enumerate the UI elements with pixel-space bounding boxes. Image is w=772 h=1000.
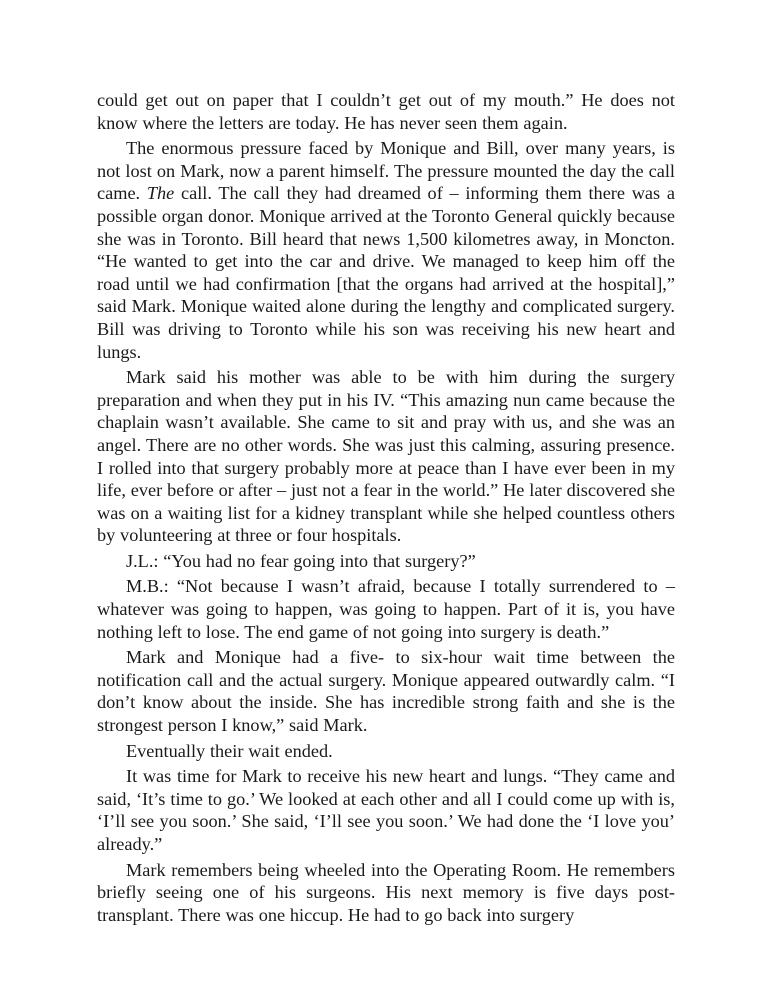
paragraph (97, 859, 675, 927)
paragraph (97, 366, 675, 547)
paragraph (97, 575, 675, 643)
paragraph-text: could get out on paper that I couldn’t get out of my mouth.” He does not know where the letters are today. He has never seen them again. (97, 90, 675, 133)
paragraph-text: Mark said his mother was able to be with him during the surgery preparation and when they put in his IV. “This amazing nun came because the chaplain wasn’t available. She came to sit and pray with us, and she was an angel. There are no other words. She was just this calming, assuring presence. I rolled into that surgery probably more at peace than I have ever been in my life, ever before or after – just not a fear in the world.” He later discovered she was on a waiting list for a kidney transplant while she helped countless others by volunteering at three or four hospitals. (97, 367, 675, 546)
emphasized-text: The (146, 183, 175, 204)
paragraph (97, 137, 675, 363)
paragraph-text: The enormous pressure faced by Monique and Bill, over many years, is not lost on Mark, now a parent himself. The pressure mounted the day the call came. (97, 138, 675, 204)
paragraph (97, 550, 675, 573)
paragraph-text: Eventually their wait ended. (126, 740, 333, 761)
paragraph-text: Mark and Monique had a five- to six-hour wait time between the notification call and the actual surgery. Monique appeared outwardly calm. “I don’t know about the inside. She has incredible strong faith and she is the strongest person I know,” said Mark. (97, 647, 675, 736)
paragraph (97, 740, 675, 763)
paragraph-text: J.L.: “You had no fear going into that surgery?” (126, 550, 476, 571)
paragraph-text: Mark remembers being wheeled into the Operating Room. He remembers briefly seeing one of his surgeons. His next memory is five days post-transplant. There was one hiccup. He had to go back into surgery (97, 859, 675, 925)
paragraph-text: call. The call they had dreamed of – informing them there was a possible organ donor. Monique arrived at the Toronto General quickly because she was in Toronto. Bill heard that news 1,500 kilometres away, in Moncton. “He wanted to get into the car and drive. We managed to keep him off the road until we had confirmation [that the organs had arrived at the hospital],” said Mark. Monique waited alone during the lengthy and complicated surgery. Bill was driving to Toronto while his son was receiving his new heart and lungs. (97, 183, 675, 362)
body-text (97, 89, 675, 926)
paragraph-text: It was time for Mark to receive his new heart and lungs. “They came and said, ‘It’s time to go.’ We looked at each other and all I could come up with is, ‘I’ll see you soon.’ She said, ‘I’ll see you soon.’ We had done the ‘I love you’ already.” (97, 766, 675, 854)
paragraph-text: M.B.: “Not because I wasn’t afraid, because I totally surrendered to – whatever was going to happen, was going to happen. Part of it is, you have nothing left to lose. The end game of not going into surgery is death.” (97, 576, 675, 642)
paragraph (97, 89, 675, 134)
paragraph (97, 765, 675, 855)
paragraph (97, 646, 675, 736)
